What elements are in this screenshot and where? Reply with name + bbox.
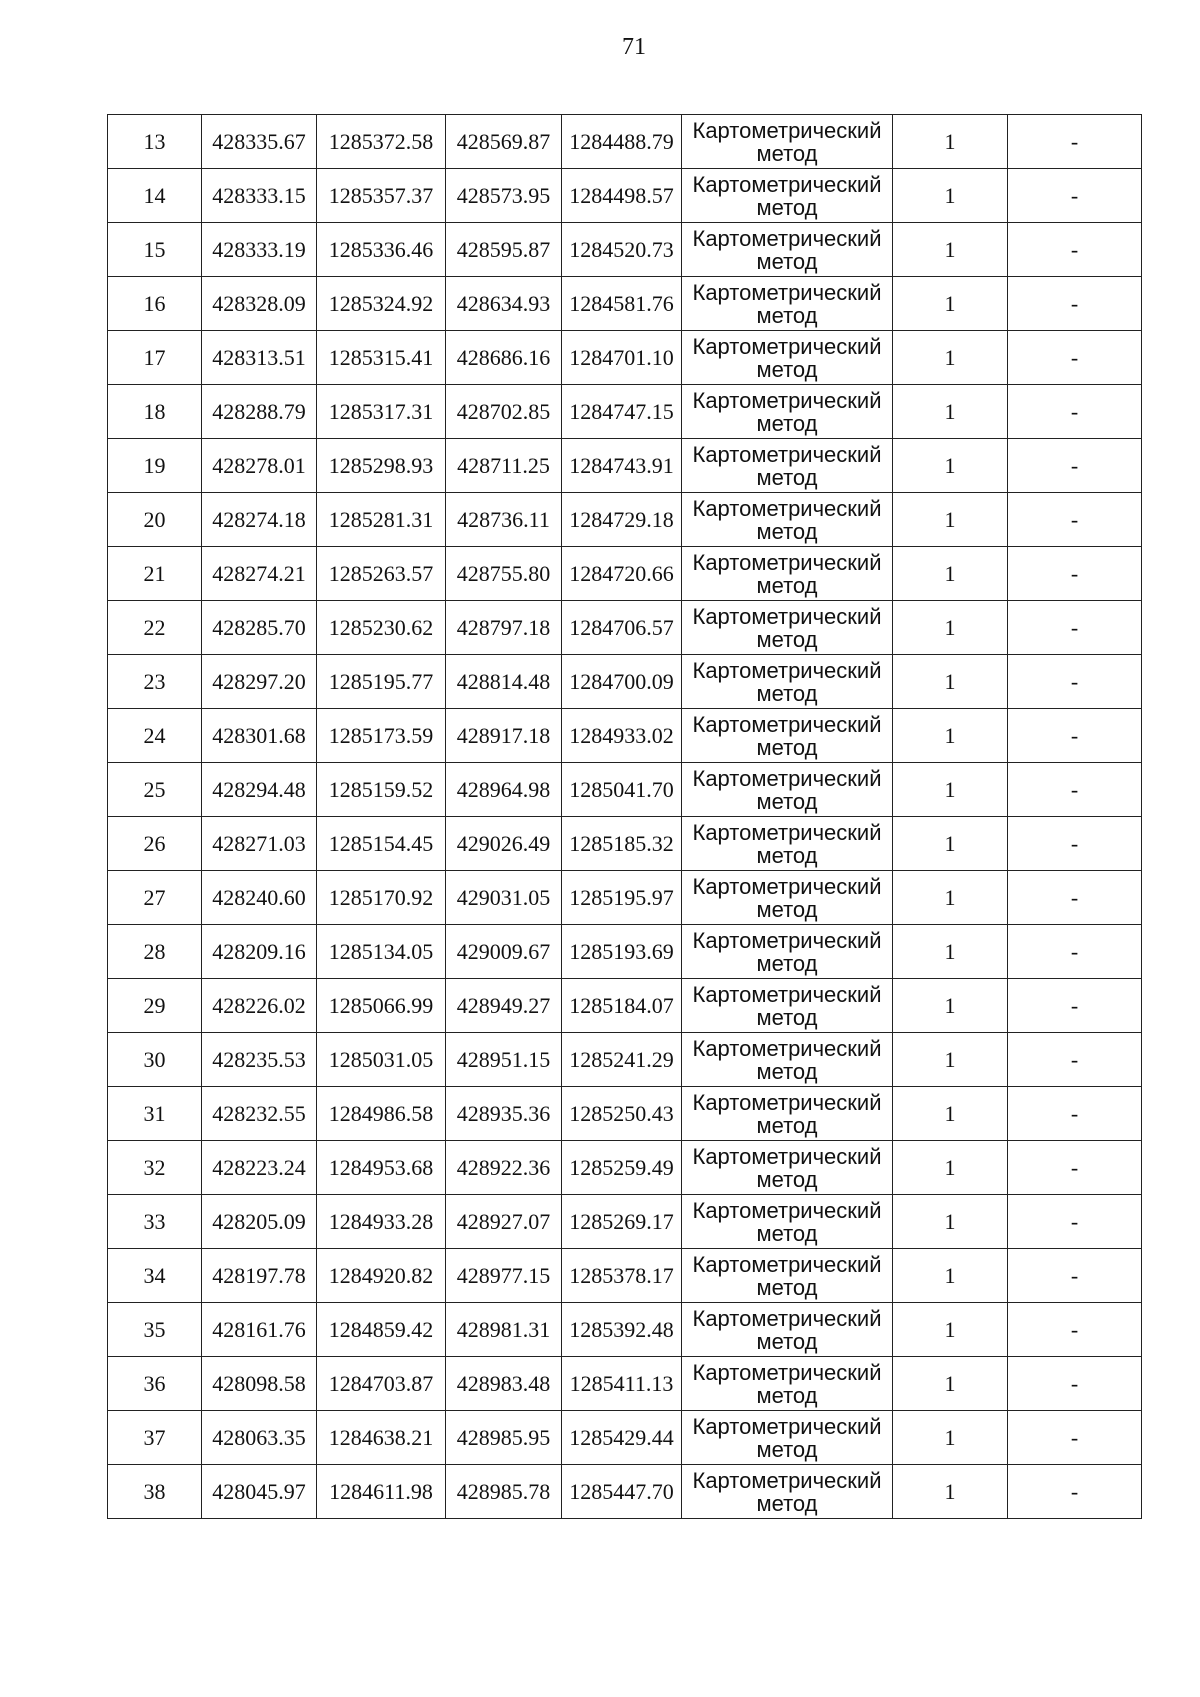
y-coordinate-cell: 1285298.93 [317, 439, 446, 493]
x-coordinate-cell: 428288.79 [202, 385, 317, 439]
x2-coordinate-cell: 428595.87 [446, 223, 562, 277]
method-line-2: метод [756, 1058, 818, 1084]
table-row [108, 709, 1142, 763]
note-cell: - [1008, 1303, 1142, 1357]
y-coordinate-cell: 1285317.31 [317, 385, 446, 439]
y2-coordinate-cell: 1284706.57 [562, 601, 682, 655]
table-row [108, 1411, 1142, 1465]
method-line-2: метод [756, 248, 818, 274]
method-line-1: Картометрический [692, 1413, 882, 1439]
x-coordinate-cell: 428271.03 [202, 817, 317, 871]
table-row [108, 169, 1142, 223]
table-row [108, 655, 1142, 709]
method-cell [682, 1357, 893, 1411]
table-row [108, 1465, 1142, 1519]
x-coordinate-cell: 428098.58 [202, 1357, 317, 1411]
point-number-cell: 31 [108, 1087, 202, 1141]
x2-coordinate-cell: 428917.18 [446, 709, 562, 763]
accuracy-cell: 1 [893, 169, 1008, 223]
table-row [108, 925, 1142, 979]
note-cell: - [1008, 1087, 1142, 1141]
note-cell: - [1008, 979, 1142, 1033]
method-line-1: Картометрический [692, 1035, 882, 1061]
accuracy-cell: 1 [893, 1141, 1008, 1195]
point-number-cell: 26 [108, 817, 202, 871]
point-number-cell: 19 [108, 439, 202, 493]
method-line-1: Картометрический [692, 279, 882, 305]
method-line-2: метод [756, 950, 818, 976]
y2-coordinate-cell: 1284729.18 [562, 493, 682, 547]
y2-coordinate-cell: 1285241.29 [562, 1033, 682, 1087]
y-coordinate-cell: 1285315.41 [317, 331, 446, 385]
table-row [108, 385, 1142, 439]
y-coordinate-cell: 1284703.87 [317, 1357, 446, 1411]
point-number-cell: 14 [108, 169, 202, 223]
point-number-cell: 30 [108, 1033, 202, 1087]
x2-coordinate-cell: 428983.48 [446, 1357, 562, 1411]
point-number-cell: 17 [108, 331, 202, 385]
table-row [108, 493, 1142, 547]
table-row [108, 1195, 1142, 1249]
note-cell: - [1008, 493, 1142, 547]
y-coordinate-cell: 1284986.58 [317, 1087, 446, 1141]
y2-coordinate-cell: 1285195.97 [562, 871, 682, 925]
method-line-1: Картометрический [692, 873, 882, 899]
y-coordinate-cell: 1284638.21 [317, 1411, 446, 1465]
method-line-2: метод [756, 626, 818, 652]
y2-coordinate-cell: 1285392.48 [562, 1303, 682, 1357]
method-line-1: Картометрический [692, 657, 882, 683]
method-line-2: метод [756, 410, 818, 436]
page-number: 71 [622, 34, 646, 60]
accuracy-cell: 1 [893, 331, 1008, 385]
y-coordinate-cell: 1285195.77 [317, 655, 446, 709]
point-number-cell: 21 [108, 547, 202, 601]
x-coordinate-cell: 428235.53 [202, 1033, 317, 1087]
y2-coordinate-cell: 1285378.17 [562, 1249, 682, 1303]
method-line-1: Картометрический [692, 711, 882, 737]
note-cell: - [1008, 223, 1142, 277]
method-line-1: Картометрический [692, 981, 882, 1007]
x-coordinate-cell: 428232.55 [202, 1087, 317, 1141]
x-coordinate-cell: 428278.01 [202, 439, 317, 493]
accuracy-cell: 1 [893, 1033, 1008, 1087]
point-number-cell: 23 [108, 655, 202, 709]
method-cell [682, 277, 893, 331]
method-line-2: метод [756, 140, 818, 166]
y2-coordinate-cell: 1284488.79 [562, 115, 682, 169]
y2-coordinate-cell: 1285041.70 [562, 763, 682, 817]
method-line-1: Картометрический [692, 549, 882, 575]
method-cell [682, 1411, 893, 1465]
note-cell: - [1008, 169, 1142, 223]
method-line-2: метод [756, 1220, 818, 1246]
x2-coordinate-cell: 428981.31 [446, 1303, 562, 1357]
y2-coordinate-cell: 1285184.07 [562, 979, 682, 1033]
y2-coordinate-cell: 1285185.32 [562, 817, 682, 871]
method-cell [682, 439, 893, 493]
method-line-2: метод [756, 1382, 818, 1408]
method-cell [682, 493, 893, 547]
x2-coordinate-cell: 428922.36 [446, 1141, 562, 1195]
method-line-1: Картометрический [692, 1467, 882, 1493]
x2-coordinate-cell: 428964.98 [446, 763, 562, 817]
point-number-cell: 35 [108, 1303, 202, 1357]
method-line-2: метод [756, 1328, 818, 1354]
y2-coordinate-cell: 1285250.43 [562, 1087, 682, 1141]
y2-coordinate-cell: 1285447.70 [562, 1465, 682, 1519]
x2-coordinate-cell: 428634.93 [446, 277, 562, 331]
method-line-1: Картометрический [692, 765, 882, 791]
method-cell [682, 385, 893, 439]
note-cell: - [1008, 871, 1142, 925]
y-coordinate-cell: 1284920.82 [317, 1249, 446, 1303]
note-cell: - [1008, 1141, 1142, 1195]
y-coordinate-cell: 1285031.05 [317, 1033, 446, 1087]
x-coordinate-cell: 428285.70 [202, 601, 317, 655]
accuracy-cell: 1 [893, 925, 1008, 979]
method-line-1: Картометрический [692, 171, 882, 197]
table-row [108, 817, 1142, 871]
table-row [108, 601, 1142, 655]
accuracy-cell: 1 [893, 1303, 1008, 1357]
table-row [108, 871, 1142, 925]
x2-coordinate-cell: 429009.67 [446, 925, 562, 979]
x-coordinate-cell: 428205.09 [202, 1195, 317, 1249]
method-cell [682, 1249, 893, 1303]
y-coordinate-cell: 1285281.31 [317, 493, 446, 547]
y2-coordinate-cell: 1285269.17 [562, 1195, 682, 1249]
x2-coordinate-cell: 428686.16 [446, 331, 562, 385]
method-cell [682, 979, 893, 1033]
method-line-2: метод [756, 680, 818, 706]
y-coordinate-cell: 1285230.62 [317, 601, 446, 655]
x-coordinate-cell: 428223.24 [202, 1141, 317, 1195]
accuracy-cell: 1 [893, 1465, 1008, 1519]
note-cell: - [1008, 1357, 1142, 1411]
note-cell: - [1008, 709, 1142, 763]
accuracy-cell: 1 [893, 871, 1008, 925]
note-cell: - [1008, 1465, 1142, 1519]
x-coordinate-cell: 428161.76 [202, 1303, 317, 1357]
method-cell [682, 763, 893, 817]
y2-coordinate-cell: 1284520.73 [562, 223, 682, 277]
method-line-2: метод [756, 1112, 818, 1138]
note-cell: - [1008, 547, 1142, 601]
x-coordinate-cell: 428301.68 [202, 709, 317, 763]
method-line-1: Картометрический [692, 1143, 882, 1169]
y2-coordinate-cell: 1285259.49 [562, 1141, 682, 1195]
method-line-1: Картометрический [692, 387, 882, 413]
y-coordinate-cell: 1285159.52 [317, 763, 446, 817]
x2-coordinate-cell: 428755.80 [446, 547, 562, 601]
y-coordinate-cell: 1285134.05 [317, 925, 446, 979]
method-cell [682, 169, 893, 223]
x2-coordinate-cell: 429031.05 [446, 871, 562, 925]
method-cell [682, 709, 893, 763]
x2-coordinate-cell: 428985.95 [446, 1411, 562, 1465]
method-line-2: метод [756, 356, 818, 382]
y2-coordinate-cell: 1284720.66 [562, 547, 682, 601]
method-line-1: Картометрический [692, 1305, 882, 1331]
note-cell: - [1008, 331, 1142, 385]
y-coordinate-cell: 1284859.42 [317, 1303, 446, 1357]
accuracy-cell: 1 [893, 1411, 1008, 1465]
table-row [108, 763, 1142, 817]
x-coordinate-cell: 428294.48 [202, 763, 317, 817]
point-number-cell: 27 [108, 871, 202, 925]
accuracy-cell: 1 [893, 601, 1008, 655]
accuracy-cell: 1 [893, 547, 1008, 601]
accuracy-cell: 1 [893, 1087, 1008, 1141]
note-cell: - [1008, 817, 1142, 871]
y2-coordinate-cell: 1284581.76 [562, 277, 682, 331]
y-coordinate-cell: 1285173.59 [317, 709, 446, 763]
point-number-cell: 20 [108, 493, 202, 547]
method-line-2: метод [756, 464, 818, 490]
point-number-cell: 29 [108, 979, 202, 1033]
y2-coordinate-cell: 1284701.10 [562, 331, 682, 385]
x-coordinate-cell: 428197.78 [202, 1249, 317, 1303]
table-row [108, 1033, 1142, 1087]
method-line-2: метод [756, 302, 818, 328]
table-row [108, 1249, 1142, 1303]
method-line-1: Картометрический [692, 819, 882, 845]
method-cell [682, 223, 893, 277]
accuracy-cell: 1 [893, 1195, 1008, 1249]
method-cell [682, 1141, 893, 1195]
accuracy-cell: 1 [893, 817, 1008, 871]
table-row [108, 115, 1142, 169]
y2-coordinate-cell: 1284747.15 [562, 385, 682, 439]
method-cell [682, 1195, 893, 1249]
x-coordinate-cell: 428226.02 [202, 979, 317, 1033]
x2-coordinate-cell: 428949.27 [446, 979, 562, 1033]
y-coordinate-cell: 1285066.99 [317, 979, 446, 1033]
point-number-cell: 37 [108, 1411, 202, 1465]
point-number-cell: 15 [108, 223, 202, 277]
method-line-2: метод [756, 842, 818, 868]
x2-coordinate-cell: 428985.78 [446, 1465, 562, 1519]
method-cell [682, 925, 893, 979]
x2-coordinate-cell: 428573.95 [446, 169, 562, 223]
method-line-1: Картометрический [692, 1359, 882, 1385]
x2-coordinate-cell: 428951.15 [446, 1033, 562, 1087]
method-line-1: Картометрический [692, 1197, 882, 1223]
point-number-cell: 25 [108, 763, 202, 817]
method-line-1: Картометрический [692, 1251, 882, 1277]
y-coordinate-cell: 1285154.45 [317, 817, 446, 871]
method-line-1: Картометрический [692, 333, 882, 359]
table-body [108, 115, 1142, 1519]
x-coordinate-cell: 428313.51 [202, 331, 317, 385]
x-coordinate-cell: 428297.20 [202, 655, 317, 709]
table-row [108, 331, 1142, 385]
y-coordinate-cell: 1285324.92 [317, 277, 446, 331]
table-row [108, 1087, 1142, 1141]
x2-coordinate-cell: 428927.07 [446, 1195, 562, 1249]
method-line-1: Картометрический [692, 927, 882, 953]
point-number-cell: 28 [108, 925, 202, 979]
table-row [108, 979, 1142, 1033]
note-cell: - [1008, 277, 1142, 331]
accuracy-cell: 1 [893, 979, 1008, 1033]
point-number-cell: 18 [108, 385, 202, 439]
method-cell [682, 1087, 893, 1141]
accuracy-cell: 1 [893, 763, 1008, 817]
y2-coordinate-cell: 1285193.69 [562, 925, 682, 979]
method-line-1: Картометрический [692, 1089, 882, 1115]
table-row [108, 1303, 1142, 1357]
note-cell: - [1008, 1195, 1142, 1249]
x-coordinate-cell: 428333.19 [202, 223, 317, 277]
method-cell [682, 655, 893, 709]
x-coordinate-cell: 428335.67 [202, 115, 317, 169]
method-cell [682, 547, 893, 601]
point-number-cell: 24 [108, 709, 202, 763]
y-coordinate-cell: 1285336.46 [317, 223, 446, 277]
x-coordinate-cell: 428240.60 [202, 871, 317, 925]
method-cell [682, 1033, 893, 1087]
method-cell [682, 331, 893, 385]
point-number-cell: 34 [108, 1249, 202, 1303]
note-cell: - [1008, 925, 1142, 979]
method-line-2: метод [756, 1004, 818, 1030]
point-number-cell: 33 [108, 1195, 202, 1249]
x2-coordinate-cell: 428736.11 [446, 493, 562, 547]
method-line-1: Картометрический [692, 603, 882, 629]
point-number-cell: 38 [108, 1465, 202, 1519]
point-number-cell: 22 [108, 601, 202, 655]
table-row [108, 1141, 1142, 1195]
x-coordinate-cell: 428045.97 [202, 1465, 317, 1519]
method-line-1: Картометрический [692, 495, 882, 521]
accuracy-cell: 1 [893, 1249, 1008, 1303]
table-row [108, 439, 1142, 493]
x2-coordinate-cell: 428711.25 [446, 439, 562, 493]
y2-coordinate-cell: 1284498.57 [562, 169, 682, 223]
y-coordinate-cell: 1284933.28 [317, 1195, 446, 1249]
note-cell: - [1008, 601, 1142, 655]
accuracy-cell: 1 [893, 223, 1008, 277]
method-line-2: метод [756, 734, 818, 760]
y-coordinate-cell: 1285372.58 [317, 115, 446, 169]
method-cell [682, 817, 893, 871]
y-coordinate-cell: 1285357.37 [317, 169, 446, 223]
point-number-cell: 16 [108, 277, 202, 331]
accuracy-cell: 1 [893, 655, 1008, 709]
note-cell: - [1008, 439, 1142, 493]
method-line-2: метод [756, 1274, 818, 1300]
accuracy-cell: 1 [893, 277, 1008, 331]
method-line-2: метод [756, 1490, 818, 1516]
accuracy-cell: 1 [893, 493, 1008, 547]
note-cell: - [1008, 115, 1142, 169]
method-line-1: Картометрический [692, 117, 882, 143]
method-line-1: Картометрический [692, 441, 882, 467]
method-cell [682, 871, 893, 925]
x2-coordinate-cell: 428977.15 [446, 1249, 562, 1303]
x-coordinate-cell: 428328.09 [202, 277, 317, 331]
point-number-cell: 13 [108, 115, 202, 169]
method-line-2: метод [756, 572, 818, 598]
x2-coordinate-cell: 428935.36 [446, 1087, 562, 1141]
method-cell [682, 601, 893, 655]
y-coordinate-cell: 1284611.98 [317, 1465, 446, 1519]
x-coordinate-cell: 428063.35 [202, 1411, 317, 1465]
accuracy-cell: 1 [893, 1357, 1008, 1411]
point-number-cell: 36 [108, 1357, 202, 1411]
method-cell [682, 1303, 893, 1357]
y2-coordinate-cell: 1285429.44 [562, 1411, 682, 1465]
accuracy-cell: 1 [893, 439, 1008, 493]
note-cell: - [1008, 1411, 1142, 1465]
method-line-2: метод [756, 1166, 818, 1192]
x-coordinate-cell: 428274.21 [202, 547, 317, 601]
table-row [108, 547, 1142, 601]
accuracy-cell: 1 [893, 709, 1008, 763]
y-coordinate-cell: 1284953.68 [317, 1141, 446, 1195]
x-coordinate-cell: 428209.16 [202, 925, 317, 979]
note-cell: - [1008, 655, 1142, 709]
method-line-2: метод [756, 1436, 818, 1462]
y2-coordinate-cell: 1284700.09 [562, 655, 682, 709]
y-coordinate-cell: 1285263.57 [317, 547, 446, 601]
table-row [108, 277, 1142, 331]
method-line-2: метод [756, 518, 818, 544]
point-number-cell: 32 [108, 1141, 202, 1195]
note-cell: - [1008, 385, 1142, 439]
method-line-2: метод [756, 194, 818, 220]
x2-coordinate-cell: 428814.48 [446, 655, 562, 709]
method-line-1: Картометрический [692, 225, 882, 251]
note-cell: - [1008, 763, 1142, 817]
method-line-2: метод [756, 788, 818, 814]
method-cell [682, 115, 893, 169]
x2-coordinate-cell: 429026.49 [446, 817, 562, 871]
x-coordinate-cell: 428333.15 [202, 169, 317, 223]
note-cell: - [1008, 1249, 1142, 1303]
accuracy-cell: 1 [893, 385, 1008, 439]
table-row [108, 1357, 1142, 1411]
coordinates-table [107, 114, 1142, 1519]
y2-coordinate-cell: 1285411.13 [562, 1357, 682, 1411]
x2-coordinate-cell: 428702.85 [446, 385, 562, 439]
table-row [108, 223, 1142, 277]
note-cell: - [1008, 1033, 1142, 1087]
x-coordinate-cell: 428274.18 [202, 493, 317, 547]
accuracy-cell: 1 [893, 115, 1008, 169]
y2-coordinate-cell: 1284933.02 [562, 709, 682, 763]
method-line-2: метод [756, 896, 818, 922]
x2-coordinate-cell: 428569.87 [446, 115, 562, 169]
x2-coordinate-cell: 428797.18 [446, 601, 562, 655]
method-cell [682, 1465, 893, 1519]
y2-coordinate-cell: 1284743.91 [562, 439, 682, 493]
y-coordinate-cell: 1285170.92 [317, 871, 446, 925]
